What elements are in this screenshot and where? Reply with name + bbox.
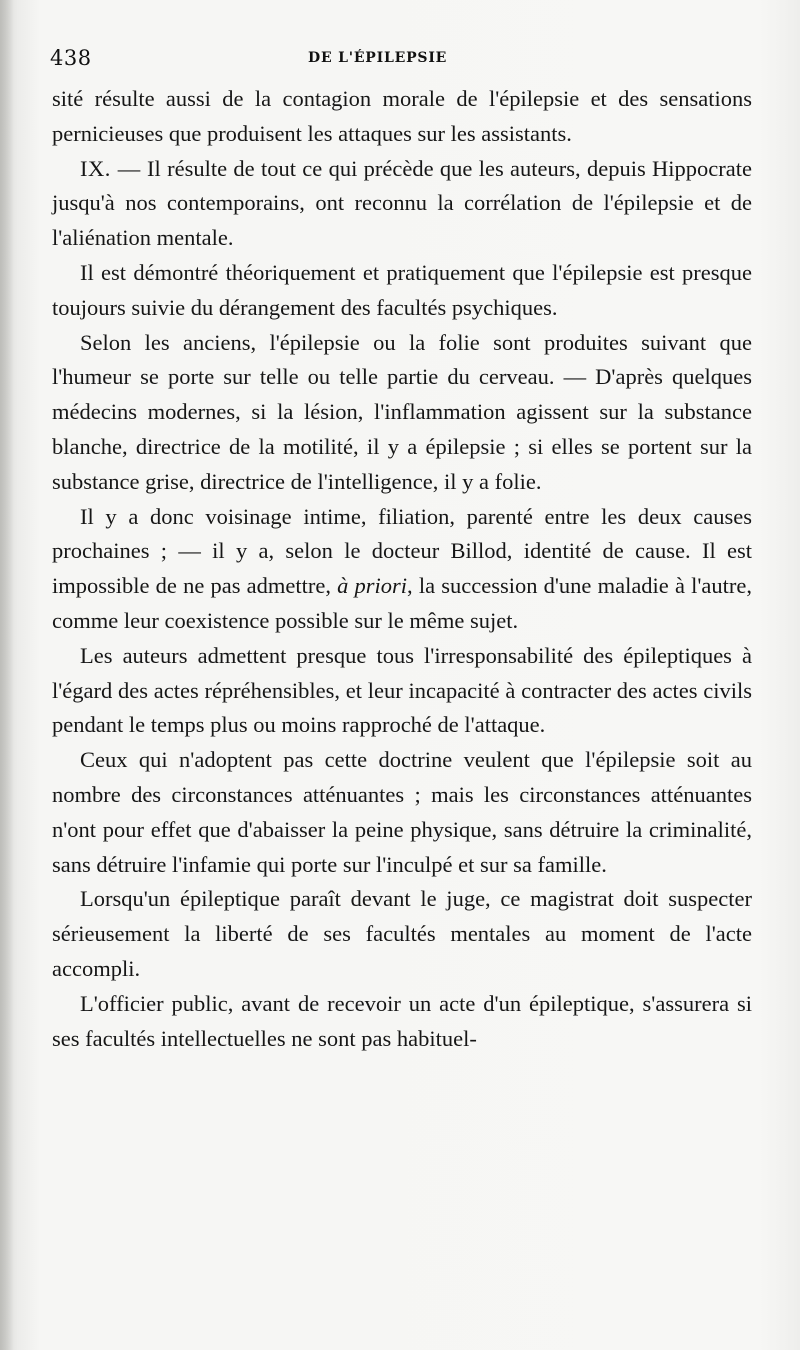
paragraph: [52, 743, 752, 882]
paragraph: [52, 639, 752, 743]
paragraph-continued: [52, 82, 752, 152]
paragraph-section-ix: [52, 152, 752, 256]
paragraph: [52, 256, 752, 326]
italic-phrase: à priori: [337, 573, 408, 599]
paragraph-text: Lorsqu'un épileptique paraît devant le juge, ce magistrat doit suspecter sérieusement la liberté de ses facultés mentales au moment de l'acte accompli.: [52, 886, 752, 981]
paragraph-text: Les auteurs admettent presque tous l'irresponsabilité des épileptiques à l'égard des actes répréhensibles, et leur incapacité à contracter des actes civils pendant le temps plus ou moins rapproché de l'attaque.: [52, 642, 752, 738]
paragraph-text: Il est démontré théoriquement et pratiquement que l'épilepsie est presque toujours suivie du dérangement des facultés psychiques.: [52, 259, 752, 320]
paragraph-text: Il résulte de tout ce qui précède que les auteurs, depuis Hippocrate jusqu'à nos contemporains, ont reconnu la corrélation de l'épilepsie et de l'aliénation mentale.: [52, 155, 752, 251]
paragraph-text: sité résulte aussi de la contagion morale de l'épilepsie et des sensations pernicieuses que produisent les attaques sur les assistants.: [52, 86, 752, 146]
paragraph-text: , la succession d'une maladie à l'autre, comme leur coexistence possible sur le même sujet.: [52, 573, 752, 633]
page-header: [50, 44, 754, 74]
paragraph-text: Ceux qui n'adoptent pas cette doctrine veulent que l'épilepsie soit au nombre des circonstances atténuantes ; mais les circonstances atténuantes n'ont pour effet que d'abaisser la peine physique, sans détruire la criminalité, sans détruire l'infamie qui porte sur l'inculpé et sur sa famille.: [52, 747, 752, 877]
paragraph-text: L'officier public, avant de recevoir un acte d'un épileptique, s'assurera si ses facultés intellectuelles ne sont pas habituel-: [52, 990, 752, 1051]
paragraph-text: Selon les anciens, l'épilepsie ou la folie sont produites suivant que l'humeur se porte sur telle ou telle partie du cerveau. — D'après quelques médecins modernes, si la lésion, l'inflammation agissent sur la substance blanche, directrice de la motilité, il y a épilepsie ; si elles se portent sur la substance grise, directrice de l'intelligence, il y a folie.: [52, 329, 752, 494]
binding-gutter-shadow: [0, 0, 14, 1350]
running-head: DE L'ÉPILEPSIE: [308, 50, 448, 66]
paragraph-with-italic: [52, 500, 752, 639]
paragraph-last: [52, 987, 752, 1057]
paragraph-text: Il y a donc voisinage intime, filiation, parenté entre les deux causes prochaines ; — il y a, selon le docteur Billod, identité de cause. Il est impossible de ne pas admettre,: [52, 503, 752, 599]
page-number: 438: [50, 46, 92, 70]
section-marker: IX. —: [80, 155, 141, 181]
paragraph: [52, 326, 752, 500]
body-text: [52, 82, 752, 1056]
paragraph: [52, 882, 752, 986]
